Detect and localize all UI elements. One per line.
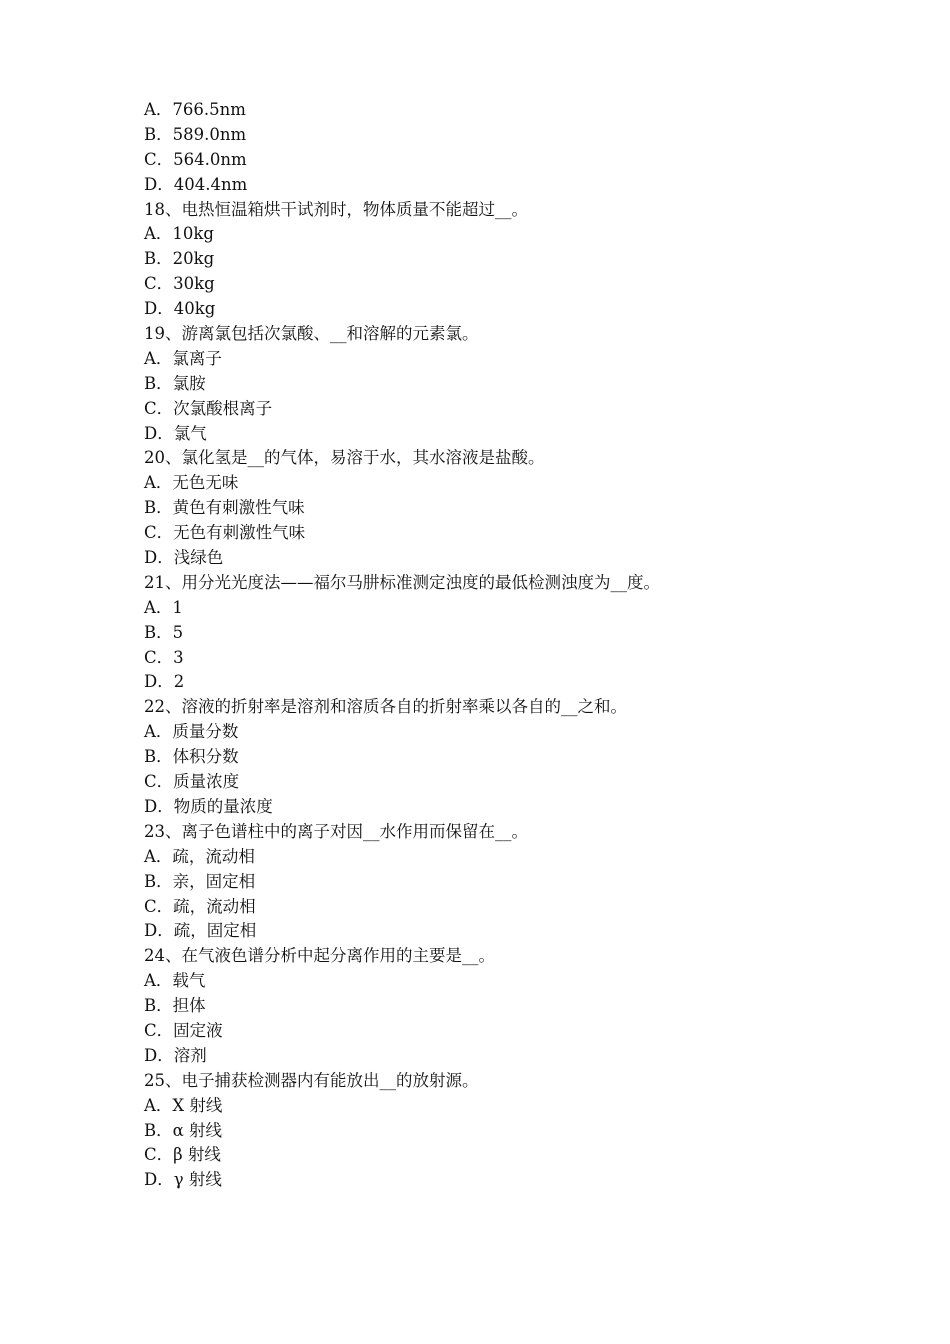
option-line: A．氯离子 xyxy=(144,348,222,368)
option-line: D．氯气 xyxy=(144,423,207,443)
option-line: D．γ 射线 xyxy=(144,1170,222,1190)
option-line: D．40kg xyxy=(144,299,216,319)
option-line: C．次氯酸根离子 xyxy=(144,398,273,418)
question-list xyxy=(144,98,884,1193)
option-line: A．1 xyxy=(144,597,183,617)
option-line: C．30kg xyxy=(144,274,215,294)
option-line: B．亲，固定相 xyxy=(144,871,256,891)
option-line: B．黄色有刺激性气味 xyxy=(144,498,305,518)
question-20: 20、氯化氢是__的气体，易溶于水，其水溶液是盐酸。 xyxy=(144,448,545,468)
question-23: 23、离子色谱柱中的离子对因__水作用而保留在__。 xyxy=(144,821,528,841)
option-line: A．10kg xyxy=(144,224,214,244)
option-line: D．物质的量浓度 xyxy=(144,796,273,816)
option-line: A．疏，流动相 xyxy=(144,846,255,866)
option-line: D．溶剂 xyxy=(144,1045,207,1065)
option-line: A．X 射线 xyxy=(144,1095,223,1115)
option-line: A．766.5nm xyxy=(144,100,246,119)
option-line: A．无色无味 xyxy=(144,473,239,493)
option-line: B．氯胺 xyxy=(144,373,206,393)
question-24: 24、在气液色谱分析中起分离作用的主要是__。 xyxy=(144,946,495,966)
question-21: 21、用分光光度法——福尔马肼标准测定浊度的最低检测浊度为__度。 xyxy=(144,572,660,592)
option-line: C．β 射线 xyxy=(144,1145,221,1165)
option-line: C．疏，流动相 xyxy=(144,896,256,916)
option-line: A．载气 xyxy=(144,971,206,991)
option-line: C．固定液 xyxy=(144,1020,223,1040)
option-line: B．589.0nm xyxy=(144,124,247,144)
option-line: D．404.4nm xyxy=(144,174,248,194)
question-22: 22、溶液的折射率是溶剂和溶质各自的折射率乘以各自的__之和。 xyxy=(144,697,627,717)
option-line: D．2 xyxy=(144,672,185,692)
option-line: C．3 xyxy=(144,647,184,667)
option-line: B．担体 xyxy=(144,996,206,1016)
option-line: B．α 射线 xyxy=(144,1120,223,1140)
option-line: C．564.0nm xyxy=(144,149,247,169)
question-19: 19、游离氯包括次氯酸、__和溶解的元素氯。 xyxy=(144,324,479,344)
option-line: C．无色有刺激性气味 xyxy=(144,523,306,543)
option-line: C．质量浓度 xyxy=(144,772,240,792)
question-25: 25、电子捕获检测器内有能放出__的放射源。 xyxy=(144,1070,479,1090)
option-line: D．浅绿色 xyxy=(144,548,224,568)
option-line: B．20kg xyxy=(144,249,215,269)
option-line: A．质量分数 xyxy=(144,722,239,742)
question-18: 18、电热恒温箱烘干试剂时，物体质量不能超过__。 xyxy=(144,199,528,219)
option-line: B．体积分数 xyxy=(144,747,239,767)
option-line: D．疏，固定相 xyxy=(144,921,257,941)
option-line: B．5 xyxy=(144,622,184,642)
